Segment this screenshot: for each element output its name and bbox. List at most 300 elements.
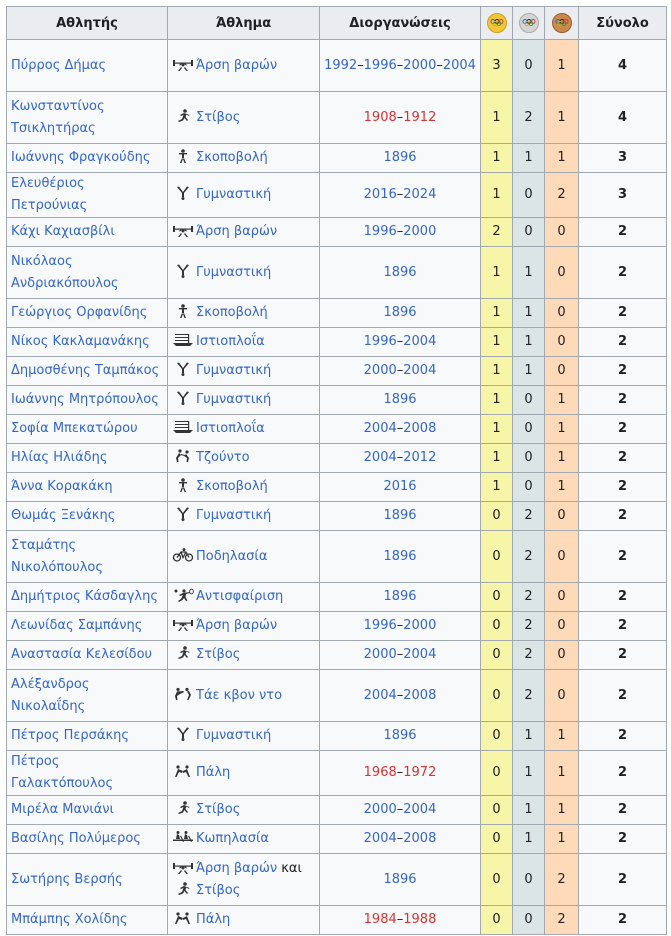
games-year-link[interactable]: 1896 — [383, 589, 417, 604]
games-year-link[interactable]: 2012 — [403, 450, 437, 465]
bronze-count: 0 — [545, 583, 579, 612]
table-row — [7, 612, 667, 641]
athlete-cell — [7, 444, 168, 473]
gymnastics-icon — [172, 186, 194, 200]
silver-count: 0 — [513, 415, 545, 444]
games-cell — [320, 583, 481, 612]
athlete-cell — [7, 386, 168, 415]
header-gold[interactable] — [481, 7, 513, 40]
athlete-link[interactable]: Λεωνίδας Σαμπάνης — [11, 618, 143, 633]
sport-cell — [168, 796, 320, 825]
sport-cell — [168, 415, 320, 444]
total-count: 3 — [579, 173, 667, 218]
sport-cell — [168, 854, 320, 906]
athlete-cell — [7, 641, 168, 670]
athlete-link[interactable]: Ελευθέριος Πετρούνιας — [11, 176, 88, 213]
table-row — [7, 502, 667, 531]
bronze-count: 1 — [545, 386, 579, 415]
silver-count: 0 — [513, 40, 545, 92]
sport-link[interactable]: Ποδηλασία — [196, 548, 268, 564]
total-count: 2 — [579, 473, 667, 502]
athlete-link[interactable]: Θωμάς Ξενάκης — [11, 508, 116, 523]
sport-link[interactable]: Σκοποβολή — [196, 305, 268, 320]
table-row — [7, 531, 667, 583]
athlete-link[interactable]: Άννα Κορακάκη — [11, 479, 113, 494]
games-year-link[interactable]: 1968 — [363, 765, 397, 780]
athlete-link[interactable]: Νίκος Κακλαμανάκης — [11, 334, 150, 349]
games-cell — [320, 299, 481, 328]
games-year-link[interactable]: 2000 — [363, 647, 397, 662]
sport-link[interactable]: Αντισφαίριση — [196, 589, 284, 604]
table-row — [7, 299, 667, 328]
games-year-link[interactable]: 2004 — [403, 334, 437, 349]
weightlifting-icon — [172, 223, 194, 237]
games-year-link[interactable]: 2004 — [403, 363, 437, 378]
games-year-link[interactable]: 1908 — [363, 109, 397, 125]
silver-count: 0 — [513, 173, 545, 218]
sport-conjunction: και — [277, 860, 302, 876]
gold-count: 1 — [481, 444, 513, 473]
games-year-link[interactable]: 2008 — [403, 687, 437, 703]
games-year-link[interactable]: 2000 — [363, 802, 397, 817]
bronze-count: 1 — [545, 444, 579, 473]
header-silver[interactable] — [513, 7, 545, 40]
table-row — [7, 357, 667, 386]
games-separator: – — [396, 765, 404, 780]
games-cell — [320, 531, 481, 583]
gold-count: 0 — [481, 612, 513, 641]
sport-cell — [168, 583, 320, 612]
table-row — [7, 906, 667, 935]
silver-count: 1 — [513, 247, 545, 299]
athlete-cell — [7, 531, 168, 583]
table-row — [7, 796, 667, 825]
sport-cell — [168, 386, 320, 415]
games-year-link[interactable]: 2016 — [363, 187, 397, 202]
silver-count: 1 — [513, 357, 545, 386]
sport-cell — [168, 531, 320, 583]
rowing-icon — [172, 830, 194, 844]
athletics-icon — [172, 646, 194, 660]
games-year-link[interactable]: 2000 — [403, 57, 437, 73]
table-row — [7, 218, 667, 247]
athlete-cell — [7, 299, 168, 328]
weightlifting-icon — [172, 57, 194, 71]
gold-count: 1 — [481, 386, 513, 415]
games-year-link[interactable]: 2008 — [403, 421, 437, 436]
total-count: 2 — [579, 722, 667, 751]
athlete-cell — [7, 247, 168, 299]
athlete-link[interactable]: Ιωάννης Μητρόπουλος — [11, 392, 159, 407]
sport-link[interactable]: Τζούντο — [196, 450, 250, 465]
sport-link[interactable]: Άρση βαρών — [196, 224, 278, 239]
games-year-link[interactable]: 2004 — [403, 647, 437, 662]
silver-count: 0 — [513, 386, 545, 415]
total-count: 2 — [579, 415, 667, 444]
total-count: 3 — [579, 144, 667, 173]
games-year-link[interactable]: 1996 — [363, 57, 397, 73]
athlete-link[interactable]: Γεώργιος Ορφανίδης — [11, 305, 148, 320]
games-year-link[interactable]: 1992 — [324, 57, 358, 73]
table-row — [7, 247, 667, 299]
silver-count: 1 — [513, 328, 545, 357]
silver-count: 1 — [513, 825, 545, 854]
table-row — [7, 173, 667, 218]
games-year-link[interactable]: 1988 — [403, 912, 437, 927]
games-separator: – — [396, 687, 404, 703]
games-separator: – — [436, 57, 443, 73]
bronze-count: 2 — [545, 173, 579, 218]
sport-link[interactable]: Ιστιοπλοΐα — [196, 421, 265, 436]
games-year-link[interactable]: 1996 — [363, 618, 397, 633]
sport-link[interactable]: Στίβος — [196, 802, 241, 817]
bronze-count: 1 — [545, 92, 579, 144]
table-row — [7, 751, 667, 796]
table-row — [7, 825, 667, 854]
gold-count: 1 — [481, 144, 513, 173]
sport-link[interactable]: Τάε κβον ντο — [196, 687, 283, 703]
games-year-link[interactable]: 2000 — [363, 363, 397, 378]
silver-count: 0 — [513, 854, 545, 906]
athlete-cell — [7, 722, 168, 751]
games-separator: – — [357, 57, 364, 73]
silver-medal-icon — [519, 13, 539, 33]
games-cell — [320, 357, 481, 386]
athlete-cell — [7, 583, 168, 612]
shooting-icon — [172, 478, 194, 492]
games-cell — [320, 825, 481, 854]
gold-count: 0 — [481, 796, 513, 825]
sport-cell — [168, 218, 320, 247]
games-year-link[interactable]: 1896 — [383, 392, 417, 407]
sport-cell — [168, 444, 320, 473]
sport-link[interactable]: Στίβος — [196, 882, 241, 898]
gymnastics-icon — [172, 362, 194, 376]
gold-count: 0 — [481, 751, 513, 796]
games-year-link[interactable]: 1896 — [383, 548, 417, 564]
bronze-count: 1 — [545, 796, 579, 825]
games-year-link[interactable]: 1896 — [383, 508, 417, 523]
sport-cell — [168, 722, 320, 751]
athlete-cell — [7, 415, 168, 444]
silver-count: 0 — [513, 444, 545, 473]
athlete-link[interactable]: Αναστασία Κελεσίδου — [11, 647, 153, 662]
sport-cell — [168, 247, 320, 299]
silver-count: 2 — [513, 670, 545, 722]
games-separator: – — [396, 224, 404, 239]
athlete-link[interactable]: Πύρρος Δήμας — [11, 57, 107, 73]
games-separator: – — [396, 57, 404, 73]
games-year-link[interactable]: 1896 — [383, 305, 417, 320]
athlete-link[interactable]: Ιωάννης Φραγκούδης — [11, 150, 151, 165]
athlete-cell — [7, 825, 168, 854]
athlete-cell — [7, 173, 168, 218]
total-count: 4 — [579, 92, 667, 144]
silver-count: 0 — [513, 473, 545, 502]
games-cell — [320, 906, 481, 935]
games-year-link[interactable]: 1996 — [363, 334, 397, 349]
sport-link[interactable]: Πάλη — [196, 912, 231, 927]
total-count: 2 — [579, 218, 667, 247]
gold-count: 0 — [481, 906, 513, 935]
bronze-count: 0 — [545, 357, 579, 386]
gold-count: 3 — [481, 40, 513, 92]
table-row — [7, 641, 667, 670]
games-year-link[interactable]: 1996 — [363, 224, 397, 239]
table-row — [7, 473, 667, 502]
sport-link[interactable]: Κωπηλασία — [196, 831, 269, 846]
sport-cell — [168, 670, 320, 722]
athletics-icon — [172, 109, 194, 123]
bronze-count: 1 — [545, 144, 579, 173]
gold-count: 0 — [481, 825, 513, 854]
athlete-cell — [7, 144, 168, 173]
sport-link[interactable]: Γυμναστική — [196, 728, 272, 743]
sport-link[interactable]: Σκοποβολή — [196, 150, 268, 165]
athlete-cell — [7, 40, 168, 92]
games-separator: – — [396, 647, 404, 662]
games-cell — [320, 670, 481, 722]
total-count: 2 — [579, 299, 667, 328]
wrestling-icon — [172, 911, 194, 925]
sport-link[interactable]: Γυμναστική — [196, 392, 272, 407]
gold-count: 1 — [481, 92, 513, 144]
athlete-link[interactable]: Σωτήρης Βερσής — [11, 871, 123, 887]
silver-count: 2 — [513, 531, 545, 583]
games-separator: – — [396, 802, 404, 817]
gold-count: 1 — [481, 173, 513, 218]
games-year-link[interactable]: 2004 — [363, 687, 397, 703]
bronze-count: 0 — [545, 670, 579, 722]
athlete-cell — [7, 796, 168, 825]
table-row — [7, 722, 667, 751]
silver-count: 1 — [513, 796, 545, 825]
athlete-link[interactable]: Μιρέλα Μανιάνι — [11, 802, 114, 817]
total-count: 2 — [579, 796, 667, 825]
athlete-link[interactable]: Νικόλαος Ανδριακόπουλος — [11, 253, 119, 291]
sport-cell — [168, 751, 320, 796]
table-row — [7, 415, 667, 444]
gold-count: 1 — [481, 247, 513, 299]
games-year-link[interactable]: 1972 — [403, 765, 437, 780]
sport-link[interactable]: Γυμναστική — [196, 363, 272, 378]
table-row — [7, 40, 667, 92]
silver-count: 2 — [513, 612, 545, 641]
sport-cell — [168, 612, 320, 641]
gymnastics-icon — [172, 507, 194, 521]
shooting-icon — [172, 304, 194, 318]
gold-count: 1 — [481, 299, 513, 328]
total-count: 2 — [579, 612, 667, 641]
total-count: 2 — [579, 386, 667, 415]
games-year-link[interactable]: 2024 — [403, 187, 437, 202]
sport-link[interactable]: Γυμναστική — [196, 264, 272, 280]
sport-link[interactable]: Σκοποβολή — [196, 479, 268, 494]
table-row — [7, 854, 667, 906]
gold-medal-icon — [487, 13, 507, 33]
sport-cell — [168, 641, 320, 670]
games-cell — [320, 473, 481, 502]
games-cell — [320, 444, 481, 473]
athlete-cell — [7, 751, 168, 796]
sport-link[interactable]: Γυμναστική — [196, 508, 272, 523]
header-athlete[interactable]: Αθλητής — [7, 7, 168, 40]
sport-link[interactable]: Πάλη — [196, 765, 231, 780]
sport-link[interactable]: Γυμναστική — [196, 187, 272, 202]
athlete-cell — [7, 612, 168, 641]
games-year-link[interactable]: 2016 — [383, 479, 417, 494]
bronze-count: 0 — [545, 247, 579, 299]
athlete-link[interactable]: Βασίλης Πολύμερος — [11, 831, 141, 846]
sport-link[interactable]: Στίβος — [196, 109, 241, 125]
athlete-link[interactable]: Αλέξανδρος Νικολαΐδης — [11, 676, 90, 714]
games-year-link[interactable]: 1896 — [383, 728, 417, 743]
athlete-link[interactable]: Ηλίας Ηλιάδης — [11, 450, 108, 465]
gold-count: 0 — [481, 722, 513, 751]
athlete-cell — [7, 854, 168, 906]
games-cell — [320, 144, 481, 173]
bronze-count: 0 — [545, 531, 579, 583]
total-count: 2 — [579, 247, 667, 299]
table-row — [7, 583, 667, 612]
athletics-icon — [172, 801, 194, 815]
silver-count: 1 — [513, 722, 545, 751]
medalists-table — [6, 6, 667, 935]
total-count: 2 — [579, 357, 667, 386]
silver-count: 0 — [513, 906, 545, 935]
total-count: 2 — [579, 751, 667, 796]
gymnastics-icon — [172, 727, 194, 741]
total-count: 2 — [579, 670, 667, 722]
games-year-link[interactable]: 1912 — [403, 109, 437, 125]
games-cell — [320, 92, 481, 144]
athlete-link[interactable]: Κάχι Καχιασβίλι — [11, 224, 115, 239]
table-row — [7, 386, 667, 415]
gold-count: 0 — [481, 502, 513, 531]
athlete-cell — [7, 502, 168, 531]
gymnastics-icon — [172, 391, 194, 405]
cycling-icon — [172, 548, 194, 562]
games-year-link[interactable]: 1896 — [383, 150, 417, 165]
games-year-link[interactable]: 1896 — [383, 264, 417, 280]
games-year-link[interactable]: 1896 — [383, 871, 417, 887]
games-separator: – — [396, 109, 404, 125]
total-count: 2 — [579, 444, 667, 473]
gold-count: 1 — [481, 473, 513, 502]
bronze-count: 1 — [545, 751, 579, 796]
weightlifting-icon — [172, 617, 194, 631]
games-cell — [320, 502, 481, 531]
games-year-link[interactable]: 2000 — [403, 224, 437, 239]
silver-count: 0 — [513, 218, 545, 247]
wrestling-icon — [172, 764, 194, 778]
athlete-link[interactable]: Δημοσθένης Ταμπάκος — [11, 363, 160, 378]
gold-count: 2 — [481, 218, 513, 247]
games-year-link[interactable]: 2004 — [403, 802, 437, 817]
games-year-link[interactable]: 2000 — [403, 618, 437, 633]
games-cell — [320, 612, 481, 641]
athlete-link[interactable]: Μπάμπης Χολίδης — [11, 912, 128, 927]
bronze-count: 0 — [545, 612, 579, 641]
total-count: 2 — [579, 825, 667, 854]
games-cell — [320, 218, 481, 247]
games-separator: – — [396, 450, 404, 465]
games-year-link[interactable]: 2004 — [442, 57, 476, 73]
sport-cell — [168, 328, 320, 357]
table-row — [7, 328, 667, 357]
bronze-medal-icon — [552, 13, 572, 33]
sport-cell — [168, 40, 320, 92]
athlete-cell — [7, 92, 168, 144]
sport-cell — [168, 473, 320, 502]
gold-count: 0 — [481, 583, 513, 612]
header-sport[interactable]: Άθλημα — [168, 7, 320, 40]
bronze-count: 0 — [545, 328, 579, 357]
games-cell — [320, 415, 481, 444]
games-separator: – — [396, 618, 404, 633]
bronze-count: 1 — [545, 415, 579, 444]
sport-link[interactable]: Στίβος — [196, 647, 241, 662]
gold-count: 0 — [481, 641, 513, 670]
total-count: 2 — [579, 531, 667, 583]
games-year-link[interactable]: 2008 — [403, 831, 437, 846]
gold-count: 0 — [481, 854, 513, 906]
sport-link[interactable]: Άρση βαρών — [196, 860, 278, 876]
sport-cell — [168, 825, 320, 854]
silver-count: 1 — [513, 144, 545, 173]
sport-link[interactable]: Άρση βαρών — [196, 618, 278, 633]
gold-count: 0 — [481, 531, 513, 583]
games-year-link[interactable]: 1984 — [363, 912, 397, 927]
games-separator: – — [396, 363, 404, 378]
athlete-cell — [7, 218, 168, 247]
athlete-link[interactable]: Πέτρος Περσάκης — [11, 728, 129, 743]
bronze-count: 0 — [545, 502, 579, 531]
games-separator: – — [396, 421, 404, 436]
table-row — [7, 144, 667, 173]
sport-cell — [168, 173, 320, 218]
games-year-link[interactable]: 2004 — [363, 450, 397, 465]
total-count: 2 — [579, 328, 667, 357]
games-separator: – — [396, 187, 404, 202]
shooting-icon — [172, 149, 194, 163]
athlete-link[interactable]: Κωνσταντίνος Τσικλητήρας — [11, 98, 105, 136]
sport-cell — [168, 357, 320, 386]
games-year-link[interactable]: 2004 — [363, 831, 397, 846]
silver-count: 1 — [513, 751, 545, 796]
bronze-count: 2 — [545, 906, 579, 935]
sailing-icon — [172, 333, 194, 347]
total-count: 4 — [579, 40, 667, 92]
header-games[interactable]: Διοργανώσεις — [320, 7, 481, 40]
athlete-link[interactable]: Σοφία Μπεκατώρου — [11, 421, 138, 436]
weightlifting-icon — [172, 860, 194, 874]
gold-count: 1 — [481, 357, 513, 386]
games-year-link[interactable]: 2004 — [363, 421, 397, 436]
games-cell — [320, 854, 481, 906]
sport-link[interactable]: Άρση βαρών — [196, 57, 278, 73]
athlete-link[interactable]: Σταμάτης Νικολόπουλος — [11, 537, 103, 575]
bronze-count: 1 — [545, 722, 579, 751]
header-total[interactable]: Σύνολο — [579, 7, 667, 40]
athlete-link[interactable]: Δημήτριος Κάσδαγλης — [11, 589, 158, 604]
taekwondo-icon — [172, 687, 194, 701]
sport-link[interactable]: Ιστιοπλοΐα — [196, 334, 265, 349]
athlete-link[interactable]: Πέτρος Γαλακτόπουλος — [11, 754, 114, 791]
header-bronze[interactable] — [545, 7, 579, 40]
bronze-count: 0 — [545, 299, 579, 328]
athletics-icon — [172, 882, 194, 896]
